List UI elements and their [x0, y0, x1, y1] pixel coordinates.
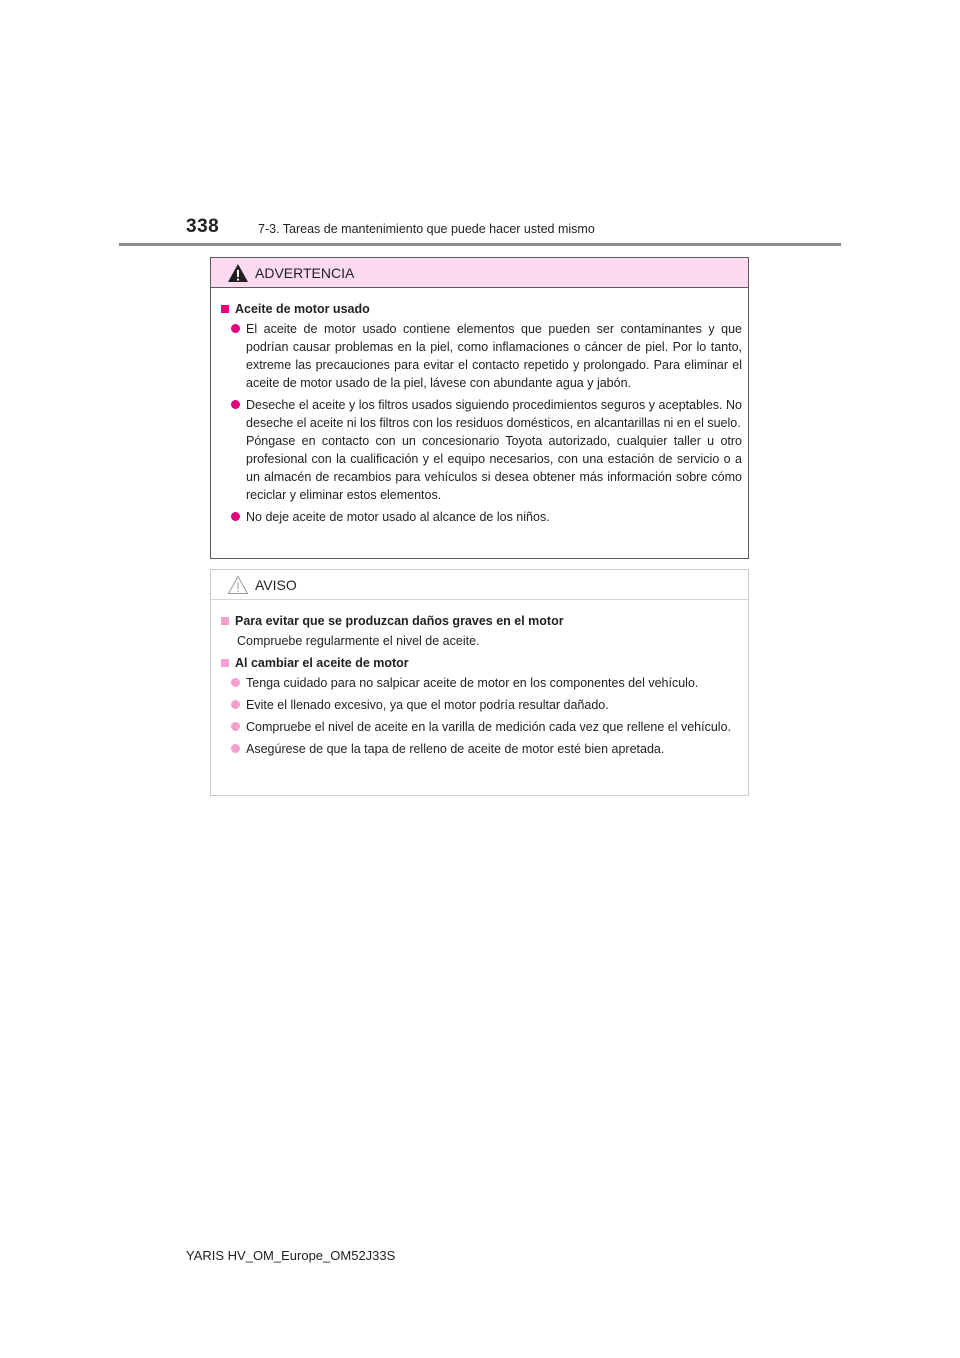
square-bullet-icon	[221, 305, 229, 313]
warning-paragraph: Póngase en contacto con un concesionario Toyota autorizado, cualquier taller u otro profesional con la cualificación y el equipo necesarios, con una estación de servicio o a un almacén de recambios para vehículos si desea obtener más información sobre cómo reciclar y eliminar estos elementos.	[246, 434, 742, 502]
notice-bullet-text: Evite el llenado excesivo, ya que el motor podría resultar dañado.	[246, 698, 609, 712]
notice-bullet	[219, 740, 742, 758]
square-bullet-icon	[221, 659, 229, 667]
square-bullet-icon	[221, 617, 229, 625]
warning-paragraph: El aceite de motor usado contiene elementos que pueden ser contaminantes y que podrían causar problemas en la piel, como inflamaciones o cáncer de piel. Por lo tanto, extreme las precauciones para evitar el contacto repetido y prolongado. Para eliminar el aceite de motor usado de la piel, lávese con abundante agua y jabón.	[246, 322, 742, 390]
caution-triangle-icon	[227, 575, 249, 595]
warning-box	[210, 257, 749, 559]
notice-bullet	[219, 674, 742, 692]
warning-paragraph: Deseche el aceite y los filtros usados siguiendo procedimientos seguros y aceptables. No deseche el aceite ni los filtros con los residuos domésticos, en alcantarillas ni en el suelo.	[246, 398, 742, 430]
dot-bullet-icon	[231, 744, 240, 753]
warning-heading: Aceite de motor usado	[235, 302, 370, 316]
dot-bullet-icon	[231, 722, 240, 731]
notice-bullet	[219, 718, 742, 736]
notice-heading-row	[219, 612, 742, 630]
warning-heading-row	[219, 300, 742, 318]
warning-bullet	[219, 320, 742, 392]
dot-bullet-icon	[231, 512, 240, 521]
notice-bullet-text: Asegúrese de que la tapa de relleno de aceite de motor esté bien apretada.	[246, 742, 665, 756]
document-id-footer: YARIS HV_OM_Europe_OM52J33S	[186, 1248, 396, 1263]
notice-header	[211, 570, 748, 600]
warning-bullet-text	[246, 508, 742, 526]
warning-bullet	[219, 508, 742, 526]
notice-heading-row	[219, 654, 742, 672]
dot-bullet-icon	[231, 324, 240, 333]
notice-bullet-text: Compruebe el nivel de aceite en la varilla de medición cada vez que rellene el vehículo.	[246, 720, 732, 734]
header-divider	[119, 243, 841, 246]
notice-bullet-text: Tenga cuidado para no salpicar aceite de motor en los componentes del vehículo.	[246, 676, 699, 690]
notice-heading: Al cambiar el aceite de motor	[235, 656, 409, 670]
notice-bullet	[219, 696, 742, 714]
section-title: 7-3. Tareas de mantenimiento que puede hacer usted mismo	[258, 222, 595, 236]
warning-body	[211, 288, 748, 526]
page-number: 338	[186, 216, 220, 237]
notice-body	[211, 600, 748, 758]
dot-bullet-icon	[231, 678, 240, 687]
dot-bullet-icon	[231, 700, 240, 709]
warning-title: ADVERTENCIA	[255, 264, 355, 281]
warning-bullet	[219, 396, 742, 504]
dot-bullet-icon	[231, 400, 240, 409]
notice-text: Compruebe regularmente el nivel de aceite.	[237, 634, 480, 648]
notice-heading: Para evitar que se produzcan daños graves en el motor	[235, 614, 564, 628]
notice-title: AVISO	[255, 576, 297, 593]
notice-box	[210, 569, 749, 796]
warning-header	[211, 258, 748, 288]
warning-bullet-text	[246, 396, 742, 504]
warning-triangle-icon	[227, 263, 249, 283]
warning-paragraph: No deje aceite de motor usado al alcance de los niños.	[246, 510, 550, 524]
warning-bullet-text	[246, 320, 742, 392]
